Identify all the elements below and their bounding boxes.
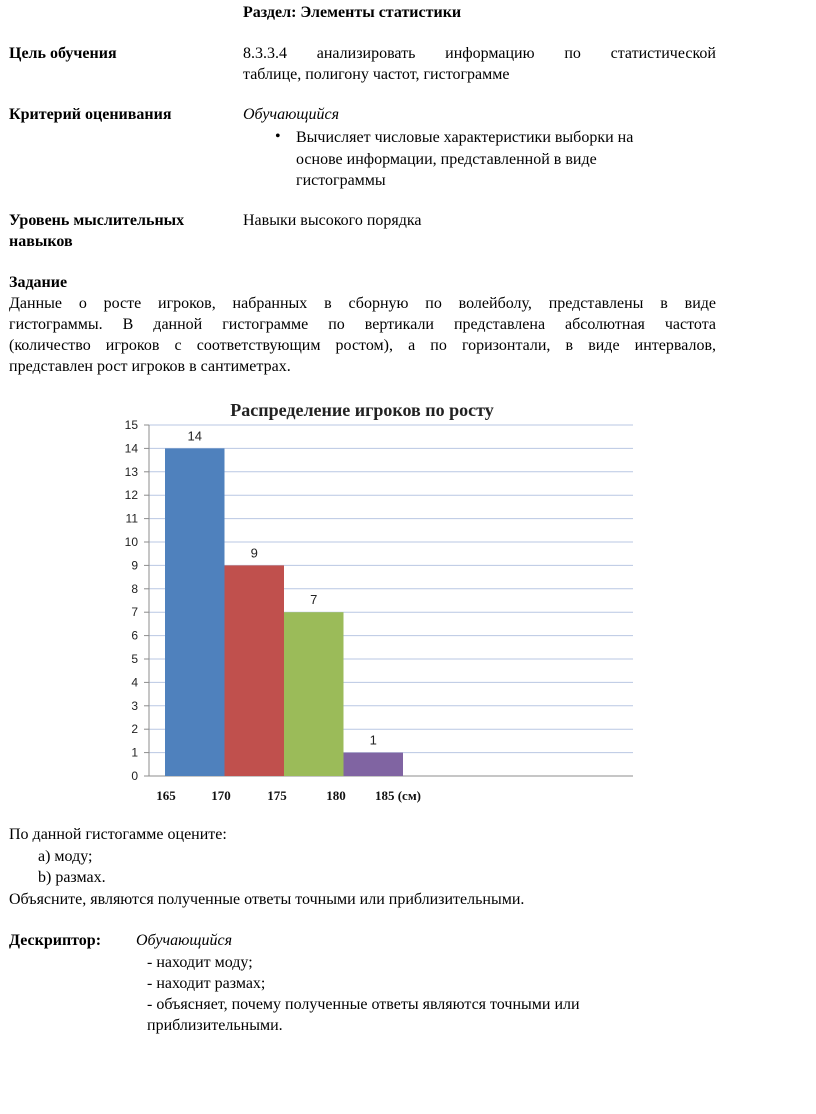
descriptor-label: Дескриптор: xyxy=(9,932,102,949)
level-value: Навыки высокого порядка xyxy=(243,212,422,229)
y-tick-label: 12 xyxy=(124,488,138,503)
goal-word: статистической xyxy=(610,45,716,62)
y-tick-label: 1 xyxy=(131,745,138,760)
goal-line-1 xyxy=(243,45,716,63)
y-tick-label: 15 xyxy=(124,418,138,432)
bar-data-label: 7 xyxy=(310,592,318,608)
y-tick-label: 4 xyxy=(131,675,138,690)
y-tick-label: 11 xyxy=(125,511,138,526)
level-label: навыков xyxy=(9,233,73,250)
y-tick-label: 10 xyxy=(124,535,138,549)
criterion-subject: Обучающийся xyxy=(243,106,340,123)
histogram-bar xyxy=(284,612,344,776)
y-tick-label: 6 xyxy=(131,628,138,643)
y-tick-label: 0 xyxy=(131,769,138,783)
task-line: гистограммы. В данной гистограмме по вертикали представлена абсолютная частота xyxy=(9,316,716,333)
question-item: b) размах. xyxy=(38,869,106,886)
bullet-icon: • xyxy=(275,128,281,145)
descriptor-subject: Обучающийся xyxy=(136,932,233,949)
x-tick-label: 175 xyxy=(267,788,287,803)
y-tick-label: 14 xyxy=(124,441,138,456)
y-tick-label: 13 xyxy=(124,464,138,479)
descriptor-line: приблизительными. xyxy=(147,1017,283,1034)
descriptor-line: - находит моду; xyxy=(147,954,253,971)
goal-word: информацию xyxy=(445,45,535,62)
bar-data-label: 14 xyxy=(187,428,202,444)
x-tick-label: 170 xyxy=(211,788,231,803)
task-line: (количество игроков с соответствующим ростом), а по горизонтали, в виде интервалов, xyxy=(9,337,716,354)
x-tick-label: 165 xyxy=(156,788,176,803)
section-title: Раздел: Элементы статистики xyxy=(243,4,462,21)
goal-line-2: таблице, полигону частот, гистограмме xyxy=(243,66,510,83)
y-tick-label: 7 xyxy=(131,605,138,620)
y-tick-label: 9 xyxy=(131,558,138,573)
goal-word: анализировать xyxy=(316,45,416,62)
bar-data-label: 1 xyxy=(369,732,377,748)
x-tick-label: 185 (см) xyxy=(374,788,422,803)
task-line: Данные о росте игроков, набранных в сборную по волейболу, представлены в виде xyxy=(9,295,716,312)
task-heading: Задание xyxy=(9,274,68,291)
histogram-bar xyxy=(225,565,285,776)
y-tick-label: 8 xyxy=(131,581,138,596)
descriptor-line: - объясняет, почему полученные ответы являются точными или xyxy=(147,996,580,1013)
histogram-bar xyxy=(344,753,404,776)
y-tick-label: 3 xyxy=(131,698,138,713)
histogram-chart xyxy=(100,398,660,808)
level-label: Уровень мыслительных xyxy=(9,212,185,229)
task-line: представлен рост игроков в сантиметрах. xyxy=(9,358,291,375)
bar-data-label: 9 xyxy=(250,545,258,561)
x-tick-label: 180 xyxy=(326,788,346,803)
criterion-bullet-line: Вычисляет числовые характеристики выборки на xyxy=(296,129,634,146)
histogram-bar xyxy=(165,448,225,776)
goal-code: 8.3.3.4 xyxy=(243,45,287,62)
criterion-bullet-line: основе информации, представленной в виде xyxy=(296,151,597,168)
descriptor-line: - находит размах; xyxy=(147,975,266,992)
questions-explain: Объясните, являются полученные ответы точными или приблизительными. xyxy=(9,891,525,908)
chart-title: Распределение игроков по росту xyxy=(230,400,494,420)
y-tick-label: 2 xyxy=(131,722,138,737)
question-item: a) моду; xyxy=(38,848,93,865)
goal-word: по xyxy=(564,45,581,62)
y-tick-label: 5 xyxy=(131,652,138,666)
criterion-label: Критерий оценивания xyxy=(9,106,172,123)
criterion-bullet-line: гистограммы xyxy=(296,172,386,189)
goal-label: Цель обучения xyxy=(9,45,117,62)
questions-intro: По данной гистогамме оцените: xyxy=(9,826,227,843)
